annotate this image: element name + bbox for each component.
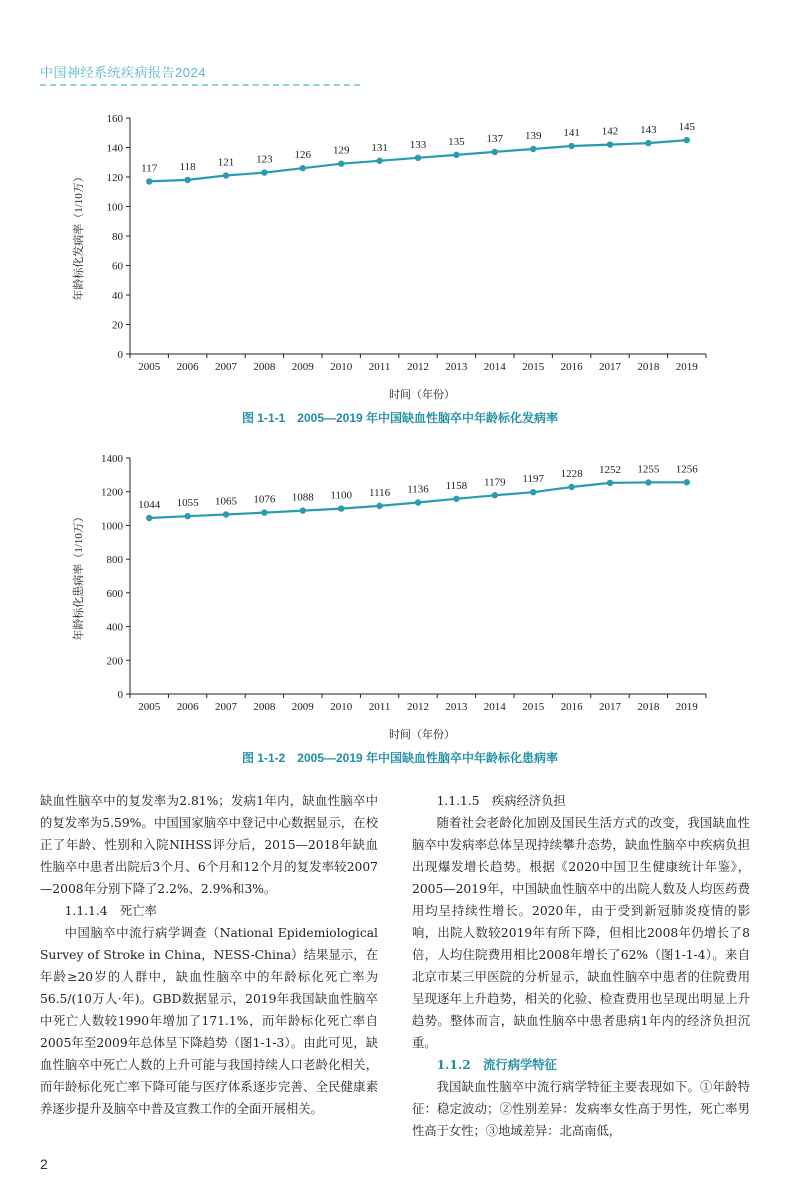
x-tick-label: 2013 <box>445 701 468 713</box>
y-tick-label: 20 <box>112 319 123 332</box>
x-tick-label: 2007 <box>215 701 237 713</box>
data-point <box>376 503 382 509</box>
y-tick-label: 0 <box>117 689 123 701</box>
data-label: 129 <box>332 144 350 157</box>
y-tick-label: 1400 <box>101 453 123 465</box>
x-tick-label: 2014 <box>483 361 506 373</box>
data-label: 1055 <box>176 497 199 510</box>
data-label: 1252 <box>599 463 621 476</box>
x-tick-label: 2012 <box>407 361 429 373</box>
data-label: 118 <box>179 160 196 173</box>
x-tick-label: 2012 <box>407 701 429 713</box>
x-tick-label: 2007 <box>215 361 237 373</box>
x-tick-label: 2017 <box>599 361 621 373</box>
x-tick-label: 2013 <box>445 361 468 373</box>
data-point <box>568 484 574 490</box>
data-point <box>146 178 152 184</box>
data-point <box>684 479 690 485</box>
data-label: 1065 <box>215 495 237 508</box>
x-tick-label: 2009 <box>291 701 314 713</box>
x-tick-label: 2016 <box>560 701 583 713</box>
left-column <box>40 790 378 1120</box>
running-header: 中国神经系统疾病报告2024 <box>40 65 206 80</box>
data-label: 1158 <box>445 479 468 492</box>
data-label: 142 <box>601 125 619 138</box>
data-label: 1256 <box>675 463 698 476</box>
y-tick-label: 1000 <box>101 520 123 533</box>
data-label: 1255 <box>637 463 660 476</box>
data-point <box>376 158 382 164</box>
y-tick-label: 400 <box>106 621 123 634</box>
y-tick-label: 0 <box>117 349 123 361</box>
right-paragraph-1: 随着社会老龄化加剧及国民生活方式的改变，我国缺血性脑卒中发病率总体呈现持续攀升态势，缺血性脑卒中疾病负担出现爆发增长趋势。根据《2020中国卫生健康统计年鉴》，2005—2019年，中国缺血性脑卒中的出院人数及人均医药费用均呈持续性增长。2020年，由于受到新冠肺炎疫情的影响，出院人数较2019年有所下降，但相比2008年仍增长了8倍，人均住院费用相比2008年增长了62%（图1-1-4）。来自北京市某三甲医院的分析显示，缺血性脑卒中患者的住院费用呈现逐年上升趋势，相关的化验、检查费用也呈现出明显上升趋势。整体而言，缺血性脑卒中患者患病1年内的经济负担沉重。 <box>412 816 750 1050</box>
x-tick-label: 2018 <box>637 701 660 713</box>
data-label: 139 <box>524 129 542 142</box>
data-point <box>684 137 690 143</box>
data-point <box>223 172 229 178</box>
figure-caption-2: 图 1-1-2 2005—2019 年中国缺血性脑卒中年龄标化患病率 <box>241 751 559 765</box>
section-heading-1114: 1.1.1.4 死亡率 <box>64 904 157 918</box>
data-point <box>453 152 459 158</box>
x-tick-label: 2016 <box>560 361 583 373</box>
y-tick-label: 140 <box>106 142 123 155</box>
y-tick-label: 60 <box>112 260 123 273</box>
x-tick-label: 2010 <box>330 701 353 713</box>
data-label: 123 <box>256 153 273 166</box>
x-tick-label: 2011 <box>368 361 391 373</box>
y-tick-label: 1200 <box>101 486 123 499</box>
x-tick-label: 2006 <box>176 361 199 373</box>
x-tick-label: 2019 <box>675 701 698 713</box>
data-label: 1197 <box>522 473 544 486</box>
data-point <box>568 143 574 149</box>
data-label: 117 <box>141 162 158 175</box>
data-point <box>184 513 190 519</box>
x-axis-title: 时间（年份） <box>389 389 455 401</box>
y-tick-label: 160 <box>106 113 123 125</box>
data-label: 121 <box>217 156 235 169</box>
data-label: 141 <box>563 127 580 140</box>
data-label: 131 <box>371 141 388 154</box>
data-point <box>645 479 651 485</box>
data-label: 1179 <box>484 476 506 489</box>
data-point <box>645 140 651 146</box>
x-tick-label: 2005 <box>138 701 161 713</box>
y-tick-label: 80 <box>112 231 123 243</box>
data-label: 143 <box>640 124 657 137</box>
header-rule <box>40 84 360 86</box>
data-label: 1088 <box>291 491 314 504</box>
figure-caption-1: 图 1-1-1 2005—2019 年中国缺血性脑卒中年龄标化发病率 <box>241 411 559 425</box>
left-paragraph-1: 缺血性脑卒中的复发率为2.81%；发病1年内，缺血性脑卒中的复发率为5.59%。中国国家脑卒中登记中心数据显示，在校正了年龄、性别和入院NIHSS评分后，2015—2018年缺血性脑卒中患者出院后3个月、6个月和12个月的复发率较2007—2008年分别下降了2.2%、2.9%和3%。 <box>40 794 378 896</box>
data-point <box>415 155 421 161</box>
data-point <box>530 489 536 495</box>
section-heading-1115: 1.1.1.5 疾病经济负担 <box>436 794 566 808</box>
x-tick-label: 2005 <box>138 361 161 373</box>
data-point <box>492 149 498 155</box>
data-point <box>607 480 613 486</box>
page-number: 2 <box>40 1156 48 1172</box>
x-tick-label: 2018 <box>637 361 660 373</box>
data-label: 1076 <box>253 493 276 506</box>
chart-incidence <box>0 100 800 405</box>
data-label: 137 <box>486 132 504 145</box>
y-tick-label: 600 <box>106 587 123 600</box>
right-column <box>412 790 750 1142</box>
data-label: 126 <box>294 149 312 162</box>
section-heading-112: 1.1.2 流行病学特征 <box>436 1057 557 1072</box>
x-tick-label: 2008 <box>253 361 276 373</box>
data-point <box>607 141 613 147</box>
y-axis-title: 年龄标化发病率（1/10万） <box>73 171 85 301</box>
data-label: 1136 <box>407 483 429 496</box>
x-tick-label: 2017 <box>599 701 621 713</box>
data-point <box>338 505 344 511</box>
left-paragraph-2: 中国脑卒中流行病学调查（National Epidemiological Survey of Stroke in China，NESS-China）结果显示，在年龄≥20岁的人群中，缺血性脑卒中的年龄标化死亡率为56.5/(10万人·年)。GBD数据显示，2019年我国缺血性脑卒中死亡人数较1990年增加了171.1%，而年龄标化死亡率自2005年至2009年总体呈下降趋势（图1-1-3）。由此可见，缺血性脑卒中死亡人数的上升可能与我国持续人口老龄化相关，而年龄标化死亡率下降可能与医疗体系逐步完善、全民健康素养逐步提升及脑卒中普及宣教工作的全面开展相关。 <box>40 926 378 1116</box>
x-tick-label: 2008 <box>253 701 276 713</box>
data-label: 133 <box>409 138 427 151</box>
y-tick-label: 200 <box>106 655 123 668</box>
data-point <box>338 161 344 167</box>
data-point <box>261 169 267 175</box>
data-point <box>146 515 152 521</box>
x-tick-label: 2014 <box>483 701 506 713</box>
x-tick-label: 2010 <box>330 361 353 373</box>
y-tick-label: 120 <box>106 172 123 184</box>
data-label: 1100 <box>330 489 352 502</box>
x-tick-label: 2011 <box>368 701 391 713</box>
y-tick-label: 40 <box>112 290 123 302</box>
data-point <box>261 509 267 515</box>
y-tick-label: 800 <box>106 554 123 567</box>
data-label: 145 <box>678 121 696 134</box>
data-label: 1116 <box>369 486 391 499</box>
y-tick-label: 100 <box>106 201 123 214</box>
data-point <box>415 499 421 505</box>
data-label: 1044 <box>138 499 161 512</box>
x-tick-label: 2006 <box>176 701 199 713</box>
data-point <box>492 492 498 498</box>
data-label: 135 <box>448 135 465 148</box>
chart-prevalence <box>0 440 800 745</box>
x-tick-label: 2009 <box>291 361 314 373</box>
data-label: 1228 <box>560 467 583 480</box>
data-point <box>530 146 536 152</box>
x-axis-title: 时间（年份） <box>389 729 455 741</box>
data-point <box>184 177 190 183</box>
data-point <box>453 496 459 502</box>
data-point <box>300 165 306 171</box>
x-tick-label: 2019 <box>675 361 698 373</box>
data-point <box>300 507 306 513</box>
x-tick-label: 2015 <box>522 361 545 373</box>
y-axis-title: 年龄标化患病率（1/10万） <box>73 511 85 641</box>
data-point <box>223 511 229 517</box>
x-tick-label: 2015 <box>522 701 545 713</box>
right-paragraph-2: 我国缺血性脑卒中流行病学特征主要表现如下。①年龄特征：稳定波动；②性别差异：发病率女性高于男性，死亡率男性高于女性；③地域差异：北高南低， <box>412 1080 750 1138</box>
